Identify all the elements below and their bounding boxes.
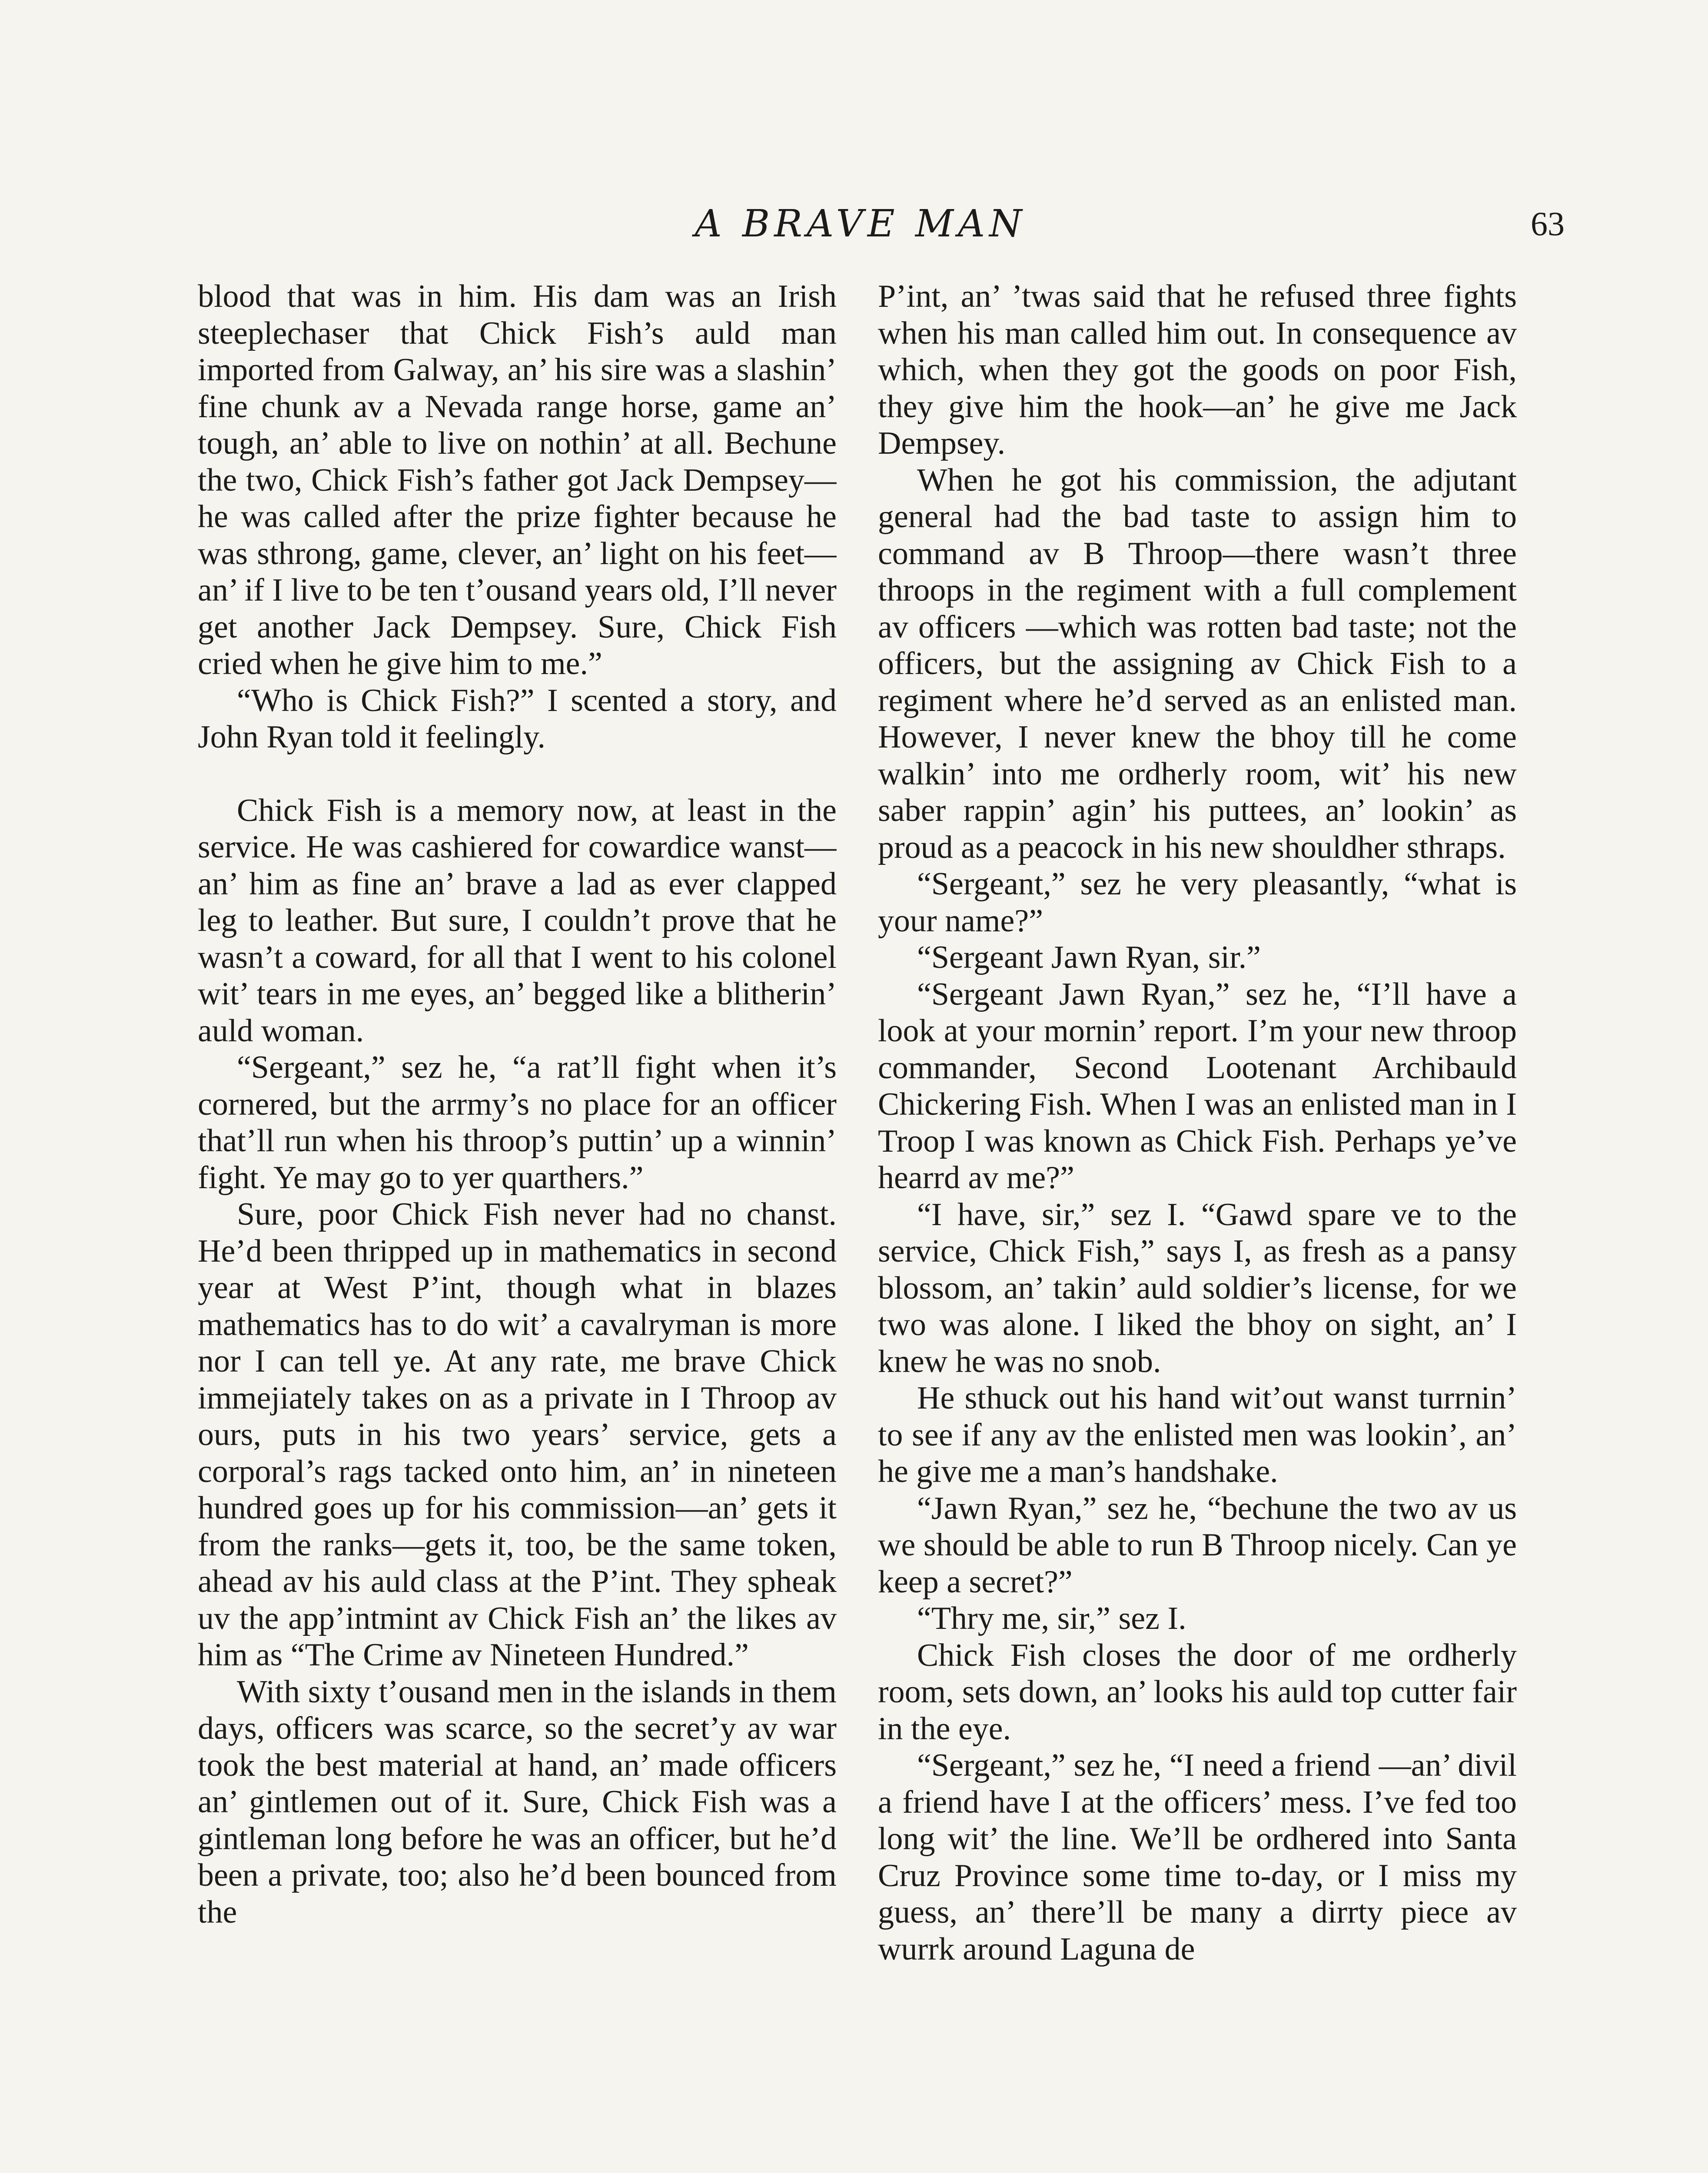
- paragraph: Chick Fish closes the door of me ordherly room, sets down, an’ looks his auld top cutter fair in the eye.: [878, 1637, 1517, 1747]
- paragraph: With sixty t’ousand men in the islands in them days, officers was scarce, so the secret’y av war took the best material at hand, an’ made officers an’ gintlemen out of it. Sure, Chick Fish was a gintleman long before he was an officer, but he’d been a private, too; also he’d been bounced from the: [198, 1674, 837, 1930]
- text-column-right: [878, 278, 1517, 2173]
- page-header: [0, 198, 1708, 250]
- page-number: 63: [1531, 205, 1565, 243]
- paragraph: “Sergeant Jawn Ryan, sir.”: [917, 940, 1261, 975]
- paragraph: blood that was in him. His dam was an Irish steeplechaser that Chick Fish’s auld man imported from Galway, an’ his sire was a slashin’ fine chunk av a Nevada range horse, game an’ tough, an’ able to live on nothin’ at all. Bechune the two, Chick Fish’s father got Jack Dempsey—he was called after the prize fighter because he was sthrong, game, clever, an’ light on his feet—an’ if I live to be ten t’ousand years old, I’ll never get another Jack Dempsey. Sure, Chick Fish cried when he give him to me.”: [198, 279, 837, 681]
- paragraph: “Sergeant,” sez he, “I need a friend —an’ divil a friend have I at the officers’ mess. I’ve fed too long wit’ the line. We’ll be ordhered into Santa Cruz Province some time to-day, or I miss my guess, an’ there’ll be many a dirrty piece av wurrk around Laguna de: [878, 1748, 1517, 1967]
- paragraph: “Who is Chick Fish?” I scented a story, and John Ryan told it feelingly.: [198, 682, 837, 755]
- paragraph: “Sergeant Jawn Ryan,” sez he, “I’ll have a look at your mornin’ report. I’m your new throop commander, Second Lootenant Archibauld Chickering Fish. When I was an enlisted man in I Troop I was known as Chick Fish. Perhaps ye’ve hearrd av me?”: [878, 976, 1517, 1196]
- paragraph: “I have, sir,” sez I. “Gawd spare ve to the service, Chick Fish,” says I, as fresh as a pansy blossom, an’ takin’ auld soldier’s license, for we two was alone. I liked the bhoy on sight, an’ I knew he was no snob.: [878, 1196, 1517, 1379]
- text-column-left: [198, 278, 837, 2173]
- paragraph: When he got his commission, the adjutant general had the bad taste to assign him to command av B Throop—there wasn’t three throops in the regiment with a full complement av officers —which was rotten bad taste; not the officers, but the assigning av Chick Fish to a regiment where he’d served as an enlisted man. However, I never knew the bhoy till he come walkin’ into me ordherly room, wit’ his new saber rappin’ agin’ his puttees, an’ lookin’ as proud as a peacock in his new shouldher sthraps.: [878, 462, 1517, 865]
- paragraph: “Thry me, sir,” sez I.: [917, 1601, 1186, 1636]
- paragraph: Sure, poor Chick Fish never had no chanst. He’d been thripped up in mathematics in second year at West P’int, though what in blazes mathematics has to do wit’ a cavalryman is more nor I can tell ye. At any rate, me brave Chick immejiately takes on as a private in I Throop av ours, puts in his two years’ service, gets a corporal’s rags tacked onto him, an’ in nineteen hundred goes up for his commission—an’ gets it from the ranks—gets it, too, be the same token, ahead av his auld class at the P’int. They spheak uv the app’intmint av Chick Fish an’ the likes av him as “The Crime av Nineteen Hundred.”: [198, 1196, 837, 1673]
- paragraph: P’int, an’ ’twas said that he refused three fights when his man called him out. In consequence av which, when they got the goods on poor Fish, they give him the hook—an’ he give me Jack Dempsey.: [878, 279, 1517, 461]
- paragraph: He sthuck out his hand wit’out wanst turrnin’ to see if any av the enlisted men was lookin’, an’ he give me a man’s handshake.: [878, 1380, 1517, 1489]
- paragraph: “Sergeant,” sez he very pleasantly, “what is your name?”: [878, 866, 1517, 939]
- running-title: A BRAVE MAN: [694, 202, 1027, 246]
- paragraph: Chick Fish is a memory now, at least in the service. He was cashiered for cowardice wanst—an’ him as fine an’ brave a lad as ever clapped leg to leather. But sure, I couldn’t prove that he wasn’t a coward, for all that I went to his colonel wit’ tears in me eyes, an’ begged like a blitherin’ auld woman.: [198, 792, 837, 1049]
- paragraph: “Jawn Ryan,” sez he, “bechune the two av us we should be able to run B Throop nicely. Can ye keep a secret?”: [878, 1490, 1517, 1600]
- paragraph: “Sergeant,” sez he, “a rat’ll fight when it’s cornered, but the arrmy’s no place for an officer that’ll run when his throop’s puttin’ up a winnin’ fight. Ye may go to yer quarthers.”: [198, 1050, 837, 1196]
